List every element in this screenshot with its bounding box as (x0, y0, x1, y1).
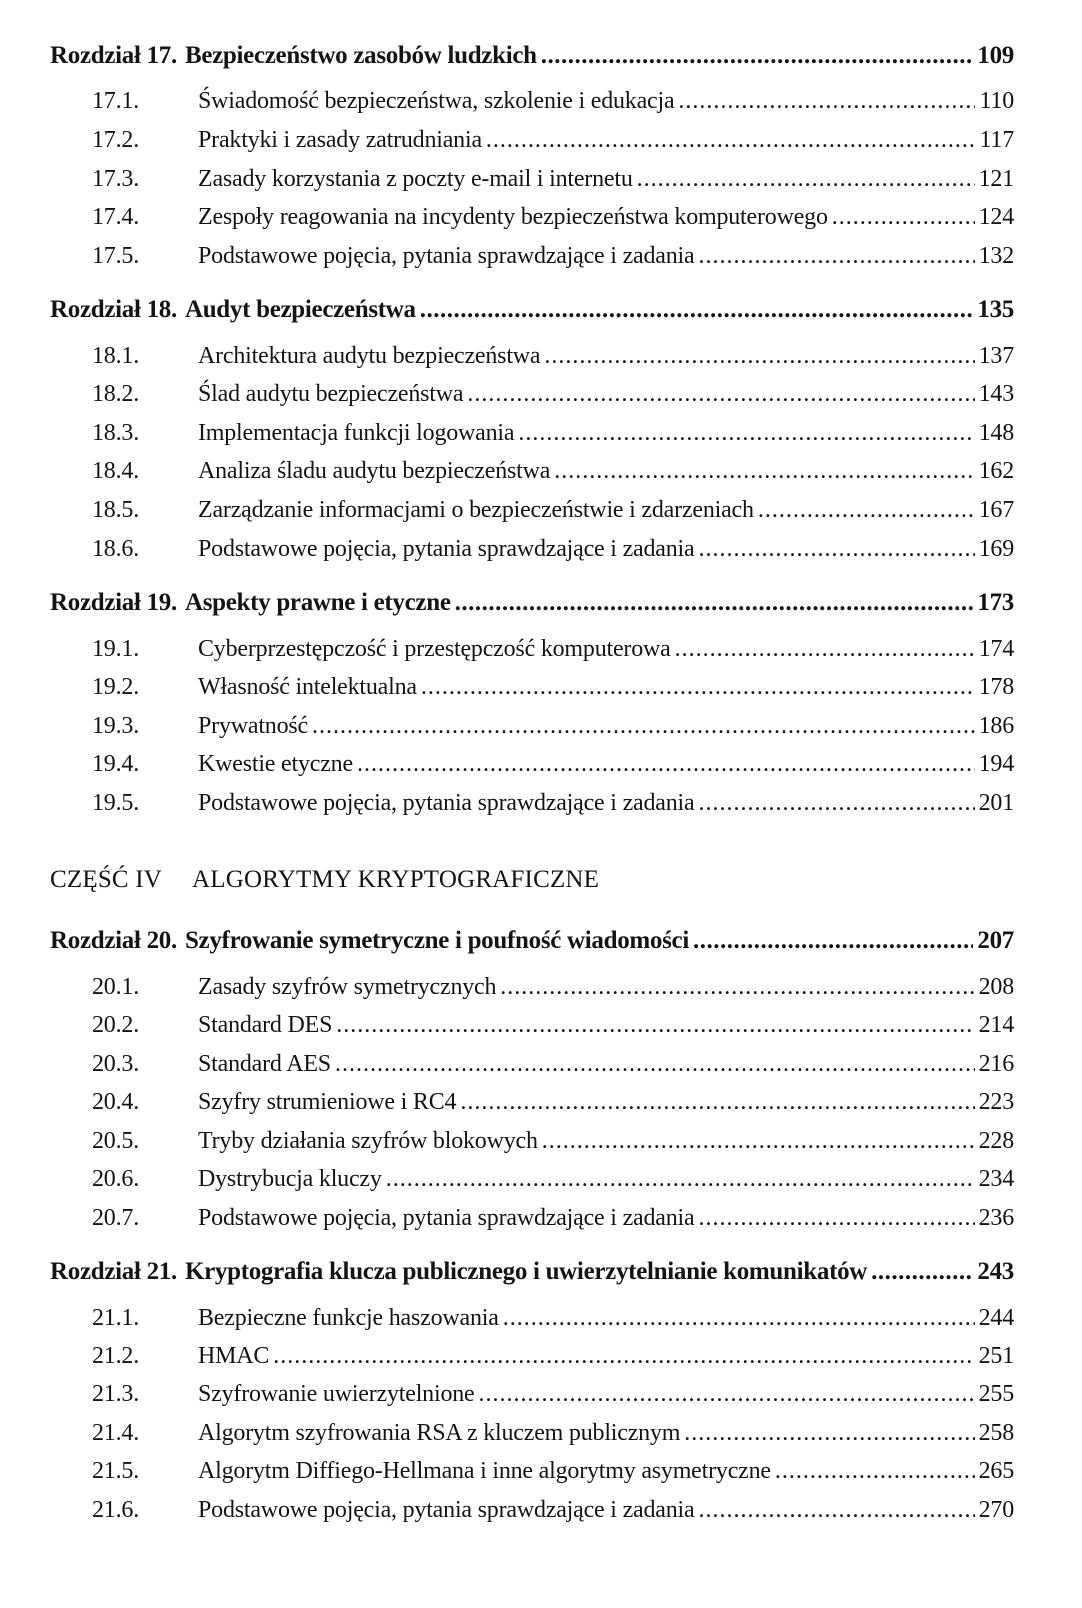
dot-leader (503, 1305, 975, 1332)
page-number: 132 (978, 243, 1014, 269)
toc-section-row (92, 497, 1014, 524)
page-number: 251 (978, 1343, 1014, 1369)
dot-leader (678, 88, 975, 115)
chapter-label: Rozdział 19. (50, 589, 177, 616)
section-title: Szyfrowanie uwierzytelnione (198, 1381, 475, 1407)
toc-section-row (92, 381, 1014, 408)
dot-leader (541, 42, 974, 70)
section-title: Podstawowe pojęcia, pytania sprawdzające i zadania (198, 790, 695, 816)
section-title: Podstawowe pojęcia, pytania sprawdzające i zadania (198, 1205, 695, 1231)
dot-leader (273, 1343, 974, 1370)
section-number: 18.2. (92, 381, 140, 407)
dot-leader (698, 243, 974, 270)
section-title: Algorytm Diffiego-Hellmana i inne algorytmy asymetryczne (198, 1458, 771, 1484)
page-number: 178 (978, 674, 1014, 700)
dot-leader (336, 1012, 974, 1039)
page-number: 207 (977, 927, 1014, 954)
dot-leader (698, 790, 974, 817)
toc-section-row (92, 1420, 1014, 1447)
section-title: Dystrybucja kluczy (198, 1166, 382, 1192)
page-number: 124 (978, 204, 1014, 230)
part-title: ALGORYTMY KRYPTOGRAFICZNE (192, 866, 600, 893)
toc-section-row (92, 636, 1014, 663)
section-number: 21.6. (92, 1497, 140, 1523)
toc-section-row (92, 127, 1014, 154)
page-number: 223 (978, 1089, 1014, 1115)
section-number: 20.4. (92, 1089, 140, 1115)
section-title: Zespoły reagowania na incydenty bezpieczeństwa komputerowego (198, 204, 828, 230)
page-number: 174 (978, 636, 1014, 662)
page-number: 194 (978, 751, 1014, 777)
page-number: 214 (978, 1012, 1014, 1038)
dot-leader (386, 1166, 975, 1193)
page-number: 236 (978, 1205, 1014, 1231)
page-number: 110 (979, 88, 1014, 114)
section-number: 21.2. (92, 1343, 140, 1369)
dot-leader (479, 1381, 975, 1408)
dot-leader (455, 589, 974, 617)
section-title: Ślad audytu bezpieczeństwa (198, 381, 464, 407)
toc-chapter-row (50, 589, 1014, 617)
toc-section-row (92, 1205, 1014, 1232)
dot-leader (467, 381, 974, 408)
page-number: 265 (978, 1458, 1014, 1484)
section-number: 18.1. (92, 343, 140, 369)
section-number: 18.6. (92, 536, 140, 562)
section-number: 17.5. (92, 243, 140, 269)
dot-leader (758, 497, 975, 524)
toc-section-row (92, 1343, 1014, 1370)
section-title: Zasady korzystania z poczty e-mail i internetu (198, 166, 633, 192)
section-title: Standard AES (198, 1051, 331, 1077)
dot-leader (637, 166, 975, 193)
dot-leader (554, 458, 974, 485)
toc-section-row (92, 1012, 1014, 1039)
chapter-title: Szyfrowanie symetryczne i poufność wiadomości (184, 927, 689, 954)
dot-leader (684, 1420, 974, 1447)
page-number: 137 (978, 343, 1014, 369)
chapter-label: Rozdział 17. (50, 42, 177, 69)
toc-section-row (92, 343, 1014, 370)
section-number: 20.2. (92, 1012, 140, 1038)
toc-section-row (92, 243, 1014, 270)
dot-leader (832, 204, 975, 231)
page-number: 167 (978, 497, 1014, 523)
dot-leader (500, 974, 974, 1001)
toc-section-row (92, 1128, 1014, 1155)
toc-section-row (92, 1089, 1014, 1116)
toc-section-row (92, 166, 1014, 193)
dot-leader (544, 343, 974, 370)
toc-chapter-row (50, 1258, 1014, 1286)
toc-section-row (92, 790, 1014, 817)
section-number: 18.4. (92, 458, 140, 484)
section-title: Tryby działania szyfrów blokowych (198, 1128, 538, 1154)
section-number: 21.4. (92, 1420, 140, 1446)
toc-section-row (92, 1381, 1014, 1408)
section-title: Własność intelektualna (198, 674, 417, 700)
section-number: 20.5. (92, 1128, 140, 1154)
dot-leader (460, 1089, 974, 1116)
dot-leader (693, 927, 973, 955)
section-number: 20.7. (92, 1205, 140, 1231)
section-title: Implementacja funkcji logowania (198, 420, 515, 446)
toc-section-row (92, 713, 1014, 740)
toc-section-row (92, 204, 1014, 231)
page-number: 258 (978, 1420, 1014, 1446)
chapter-title: Bezpieczeństwo zasobów ludzkich (184, 42, 537, 69)
dot-leader (698, 1497, 974, 1524)
section-number: 21.1. (92, 1305, 140, 1331)
section-number: 21.3. (92, 1381, 140, 1407)
chapter-label: Rozdział 18. (50, 296, 177, 323)
section-title: Architektura audytu bezpieczeństwa (198, 343, 541, 369)
toc-section-row (92, 974, 1014, 1001)
toc-section-row (92, 88, 1014, 115)
section-number: 17.1. (92, 88, 140, 114)
section-title: Świadomość bezpieczeństwa, szkolenie i edukacja (198, 88, 675, 114)
section-number: 21.5. (92, 1458, 140, 1484)
dot-leader (871, 1258, 973, 1286)
section-number: 20.1. (92, 974, 140, 1000)
page-number: 148 (978, 420, 1014, 446)
dot-leader (486, 127, 976, 154)
dot-leader (675, 636, 975, 663)
toc-section-row (92, 1458, 1014, 1485)
section-number: 19.2. (92, 674, 140, 700)
dot-leader (357, 751, 975, 778)
toc-section-row (92, 536, 1014, 563)
section-title: Bezpieczne funkcje haszowania (198, 1305, 499, 1331)
page-number: 216 (978, 1051, 1014, 1077)
section-number: 20.3. (92, 1051, 140, 1077)
toc-chapter-row (50, 296, 1014, 324)
section-title: Standard DES (198, 1012, 333, 1038)
section-title: Szyfry strumieniowe i RC4 (198, 1089, 457, 1115)
page-number: 270 (978, 1497, 1014, 1523)
section-number: 19.1. (92, 636, 140, 662)
page-number: 169 (978, 536, 1014, 562)
section-number: 18.3. (92, 420, 140, 446)
dot-leader (312, 713, 975, 740)
section-number: 17.3. (92, 166, 140, 192)
toc-section-row (92, 1497, 1014, 1524)
section-number: 19.5. (92, 790, 140, 816)
section-title: Praktyki i zasady zatrudniania (198, 127, 482, 153)
chapter-label: Rozdział 21. (50, 1258, 177, 1285)
page-number: 201 (978, 790, 1014, 816)
section-title: Prywatność (198, 713, 308, 739)
section-title: Zasady szyfrów symetrycznych (198, 974, 497, 1000)
page-number: 173 (977, 589, 1014, 616)
dot-leader (420, 296, 974, 324)
toc-section-row (92, 1051, 1014, 1078)
section-title: Algorytm szyfrowania RSA z kluczem publicznym (198, 1420, 681, 1446)
chapter-label: Rozdział 20. (50, 927, 177, 954)
toc-part-heading (50, 866, 599, 894)
chapter-title: Audyt bezpieczeństwa (184, 296, 416, 323)
chapter-title: Aspekty prawne i etyczne (184, 589, 451, 616)
page-number: 228 (978, 1128, 1014, 1154)
page-number: 234 (978, 1166, 1014, 1192)
page-number: 143 (978, 381, 1014, 407)
page-number: 135 (977, 296, 1014, 323)
page-number: 121 (978, 166, 1014, 192)
section-number: 17.2. (92, 127, 140, 153)
section-title: Podstawowe pojęcia, pytania sprawdzające i zadania (198, 536, 695, 562)
section-title: Podstawowe pojęcia, pytania sprawdzające i zadania (198, 243, 695, 269)
dot-leader (698, 536, 974, 563)
toc-section-row (92, 458, 1014, 485)
chapter-title: Kryptografia klucza publicznego i uwierzytelnianie komunikatów (184, 1258, 868, 1285)
toc-section-row (92, 751, 1014, 778)
toc-section-row (92, 1305, 1014, 1332)
page-number: 117 (979, 127, 1014, 153)
toc-section-row (92, 420, 1014, 447)
page-number: 208 (978, 974, 1014, 1000)
dot-leader (775, 1458, 975, 1485)
part-label: CZĘŚĆ IV (50, 866, 163, 893)
section-title: Zarządzanie informacjami o bezpieczeństwie i zdarzeniach (198, 497, 754, 523)
toc-section-row (92, 674, 1014, 701)
page-number: 255 (978, 1381, 1014, 1407)
toc-chapter-row (50, 927, 1014, 955)
toc-section-row (92, 1166, 1014, 1193)
section-number: 19.3. (92, 713, 140, 739)
section-title: Cyberprzestępczość i przestępczość komputerowa (198, 636, 671, 662)
dot-leader (335, 1051, 975, 1078)
dot-leader (518, 420, 974, 447)
page-number: 162 (978, 458, 1014, 484)
page-number: 243 (977, 1258, 1014, 1285)
section-title: HMAC (198, 1343, 270, 1369)
dot-leader (698, 1205, 974, 1232)
section-title: Podstawowe pojęcia, pytania sprawdzające i zadania (198, 1497, 695, 1523)
section-number: 19.4. (92, 751, 140, 777)
page-number: 244 (978, 1305, 1014, 1331)
section-number: 18.5. (92, 497, 140, 523)
toc-chapter-row (50, 42, 1014, 70)
section-number: 17.4. (92, 204, 140, 230)
section-title: Kwestie etyczne (198, 751, 353, 777)
page-number: 109 (977, 42, 1014, 69)
section-number: 20.6. (92, 1166, 140, 1192)
section-title: Analiza śladu audytu bezpieczeństwa (198, 458, 551, 484)
dot-leader (542, 1128, 975, 1155)
page-number: 186 (978, 713, 1014, 739)
dot-leader (421, 674, 975, 701)
